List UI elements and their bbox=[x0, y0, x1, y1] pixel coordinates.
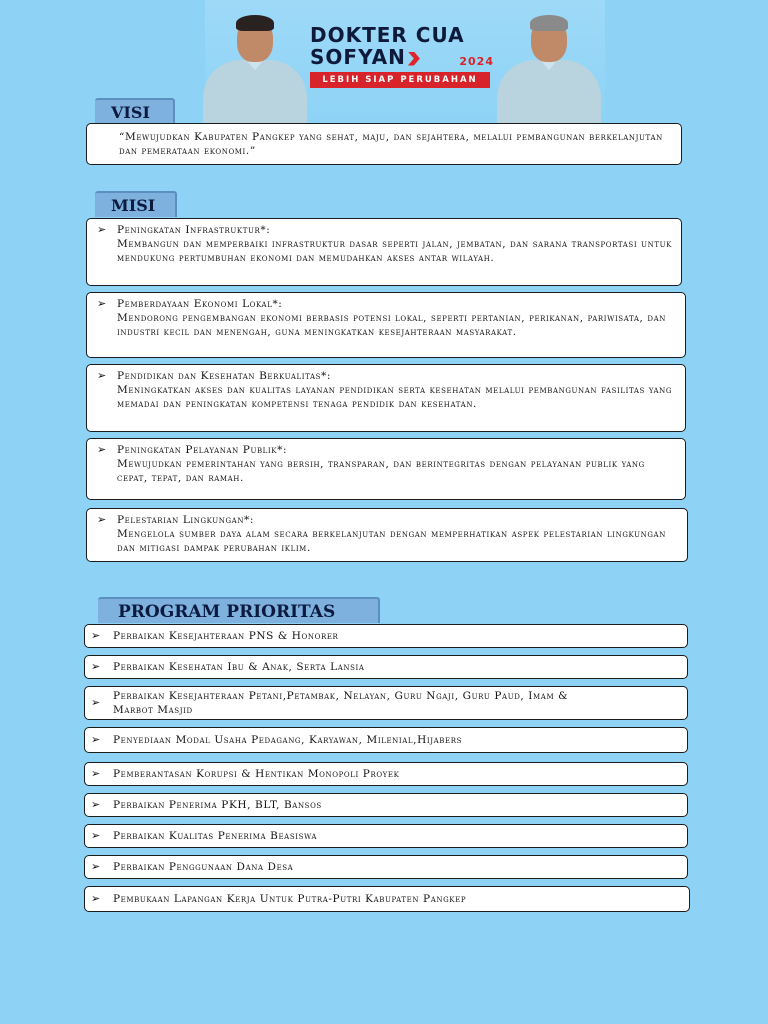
misi-item-desc: Membangun dan memperbaiki infrastruktur dasar seperti jalan, jembatan, dan sarana transportasi untuk mendukung pertumbuhan ekonomi dan memudahkan akses antar wilayah. bbox=[117, 238, 672, 264]
program-item-label: Perbaikan Kualitas Penerima Beasiswa bbox=[113, 830, 318, 842]
misi-item bbox=[86, 438, 686, 500]
misi-item-title: Pendidikan dan Kesehatan Berkualitas*: bbox=[117, 370, 332, 382]
misi-heading: MISI bbox=[95, 191, 177, 217]
candidate-photo-right bbox=[497, 14, 601, 124]
program-item bbox=[84, 886, 690, 912]
arrow-bullet-icon: ➢ bbox=[97, 223, 107, 236]
brand-tagline: LEBIH SIAP PERUBAHAN bbox=[310, 72, 490, 88]
arrow-bullet-icon: ➢ bbox=[91, 860, 101, 873]
misi-item-desc: Mengelola sumber daya alam secara berkelanjutan dengan memperhatikan aspek pelestarian lingkungan dan mitigasi dampak perubahan iklim. bbox=[117, 528, 666, 554]
program-item-label: Perbaikan Kesehatan Ibu & Anak, Serta Lansia bbox=[113, 661, 365, 673]
program-item bbox=[84, 855, 688, 879]
misi-item bbox=[86, 364, 686, 432]
chevron-icon bbox=[408, 52, 420, 66]
program-item-label: Perbaikan Kesejahteraan Petani,Petambak, Nelayan, Guru Ngaji, Guru Paud, Imam & Marbot Masjid bbox=[113, 690, 569, 716]
program-item-label: Perbaikan Penggunaan Dana Desa bbox=[113, 861, 294, 873]
program-item bbox=[84, 686, 688, 720]
arrow-bullet-icon: ➢ bbox=[91, 767, 101, 780]
misi-item-desc: Mewujudkan pemerintahan yang bersih, transparan, dan berintegritas dengan pelayanan publik yang cepat, tepat, dan ramah. bbox=[117, 458, 645, 484]
arrow-bullet-icon: ➢ bbox=[91, 798, 101, 811]
brand-line2: SOFYAN 2024 bbox=[310, 46, 496, 68]
misi-item-title: Pemberdayaan Ekonomi Lokal*: bbox=[117, 298, 283, 310]
visi-text: “Mewujudkan Kabupaten Pangkep yang sehat, maju, dan sejahtera, melalui pembangunan berkelanjutan dan pemerataan ekonomi.” bbox=[86, 123, 682, 165]
program-heading: PROGRAM PRIORITAS bbox=[98, 597, 380, 623]
program-item-label: Perbaikan Penerima PKH, BLT, Bansos bbox=[113, 799, 322, 811]
arrow-bullet-icon: ➢ bbox=[91, 829, 101, 842]
arrow-bullet-icon: ➢ bbox=[91, 733, 101, 746]
misi-item-desc: Mendorong pengembangan ekonomi berbasis potensi lokal, seperti pertanian, perikanan, pariwisata, dan industri kecil dan menengah, guna meningkatkan kesejahteraan masyarakat. bbox=[117, 312, 666, 338]
brand-line1: DOKTER CUA bbox=[310, 23, 465, 47]
misi-item bbox=[86, 508, 688, 562]
misi-item-title: Peningkatan Infrastruktur*: bbox=[117, 224, 271, 236]
program-item bbox=[84, 624, 688, 648]
arrow-bullet-icon: ➢ bbox=[91, 696, 101, 709]
misi-item-title: Peningkatan Pelayanan Publik*: bbox=[117, 444, 288, 456]
misi-item-title: Pelestarian Lingkungan*: bbox=[117, 514, 255, 526]
program-item bbox=[84, 655, 688, 679]
program-item bbox=[84, 793, 688, 817]
campaign-logo bbox=[310, 24, 496, 88]
arrow-bullet-icon: ➢ bbox=[91, 892, 101, 905]
program-item bbox=[84, 762, 688, 786]
arrow-bullet-icon: ➢ bbox=[97, 513, 107, 526]
misi-item-desc: Meningkatkan akses dan kualitas layanan pendidikan serta kesehatan melalui pembangunan fasilitas yang memadai dan peningkatan kompetensi tenaga pendidik dan kesehatan. bbox=[117, 384, 673, 410]
arrow-bullet-icon: ➢ bbox=[97, 297, 107, 310]
misi-item bbox=[86, 218, 682, 286]
visi-heading: VISI bbox=[95, 98, 175, 124]
brand-year: 2024 bbox=[459, 55, 494, 68]
arrow-bullet-icon: ➢ bbox=[97, 369, 107, 382]
program-item-label: Perbaikan Kesejahteraan PNS & Honorer bbox=[113, 630, 339, 642]
program-item-label: Pemberantasan Korupsi & Hentikan Monopoli Proyek bbox=[113, 768, 400, 780]
arrow-bullet-icon: ➢ bbox=[91, 629, 101, 642]
program-item bbox=[84, 824, 688, 848]
program-item-label: Pembukaan Lapangan Kerja Untuk Putra-Putri Kabupaten Pangkep bbox=[113, 893, 467, 905]
arrow-bullet-icon: ➢ bbox=[91, 660, 101, 673]
misi-item bbox=[86, 292, 686, 358]
candidate-photo-left bbox=[203, 14, 307, 124]
arrow-bullet-icon: ➢ bbox=[97, 443, 107, 456]
program-item bbox=[84, 727, 688, 753]
program-item-label: Penyediaan Modal Usaha Pedagang, Karyawan, Milenial,Hijabers bbox=[113, 734, 463, 746]
